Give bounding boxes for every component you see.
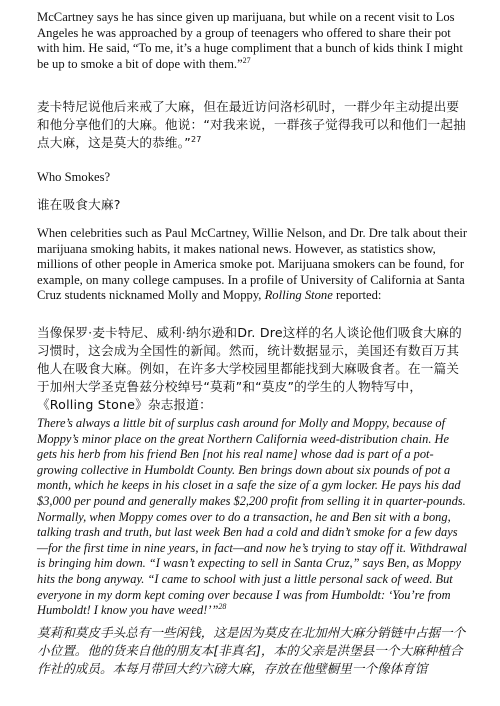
- block-quote-rolling-stone: There’s always a little bit of surplus cash around for Molly and Moppy, because of Moppy’s minor place on the great Northern California weed-distribution chain. He gets his herb from his friend Ben [not his real name] whose dad is part of a pot-growing collective in Humboldt County. Ben brings down about six pounds of pot a month, which he keeps in his closet in a safe the size of a gym locker. He pays his dad $3,000 per pound and generally makes $2,200 profit from selling it in quarter-pounds. Normally, when Moppy comes over to do a transaction, he and Ben sit with a bong, talking trash and truth, but last week Ben had a cold and didn’t smoke for a few days—for the first time in nine years, in fact—and now he’s trying to stay off it. Withdrawal is bringing him down. “I wasn’t expecting to sell in Santa Cruz,” says Ben, as Moppy hits the bong anyway. “I came to school with just a little personal sack of weed. But everyone in my dorm kept coming over because I was from Humboldt: ‘You’re from Humboldt! I know you have weed!’”$^{28}$: [37, 416, 467, 618]
- footnote-marker[interactable]: 27: [190, 134, 202, 144]
- footnote-marker[interactable]: 28: [218, 602, 227, 611]
- paragraph-mccartney-zh: 麦卡特尼说他后来戒了大麻，但在最近访问洛杉矶时，一群少年主动提出要和他分享他们的大麻。他说：“对我来说，一群孩子觉得我可以和他们一起抽点大麻，这是莫大的恭维。”$^{27}$: [37, 99, 466, 150]
- section-heading-zh: 谁在吸食大麻?: [37, 197, 121, 212]
- magazine-title: Rolling Stone: [264, 288, 333, 302]
- magazine-title-zh: 《Rolling Stone》: [37, 397, 148, 412]
- paragraph-quote-zh: 莫莉和莫皮手头总有一些闲钱，这是因为莫皮在北加州大麻分销链中占据一个小位置。他的货来自他的朋友本[非真名]，本的父亲是洪堡县一个大麻种植合作社的成员。本每月带回大约六磅大麻，存放在他壁橱里一个像体育馆: [37, 625, 466, 676]
- paragraph-mccartney-en: McCartney says he has since given up marijuana, but while on a recent visit to Los Angeles he was approached by a group of teenagers who offered to share their pot with him. He said, “To me, it’s a huge compliment that a bunch of kids think I might be up to smoke a bit of dope with them.”$^{27}$: [37, 10, 463, 71]
- paragraph-who-smokes-zh: 当像保罗·麦卡特尼、威利·纳尔逊和Dr. Dre这样的名人谈论他们吸食大麻的习惯时，这会成为全国性的新闻。然而，统计数据显示，美国还有数百万其他人在吸食大麻。例如，在许多大学校园里都能找到大麻吸食者。在一篇关于加州大学圣克鲁兹分校绰号“莫莉”和“莫皮”的学生的人物特写中，《Rolling Stone》杂志报道：: [37, 325, 462, 412]
- section-heading-en: Who Smokes?: [37, 170, 111, 184]
- footnote-marker[interactable]: 27: [242, 55, 251, 65]
- paragraph-who-smokes-en: When celebrities such as Paul McCartney, Willie Nelson, and Dr. Dre talk about their marijuana smoking habits, it makes national news. However, as statistics show, millions of other people in America smoke pot. Marijuana smokers can be found, for example, on many college campuses. In a profile of University of California at Santa Cruz students nicknamed Molly and Moppy, Rolling Stone reported:: [37, 226, 468, 302]
